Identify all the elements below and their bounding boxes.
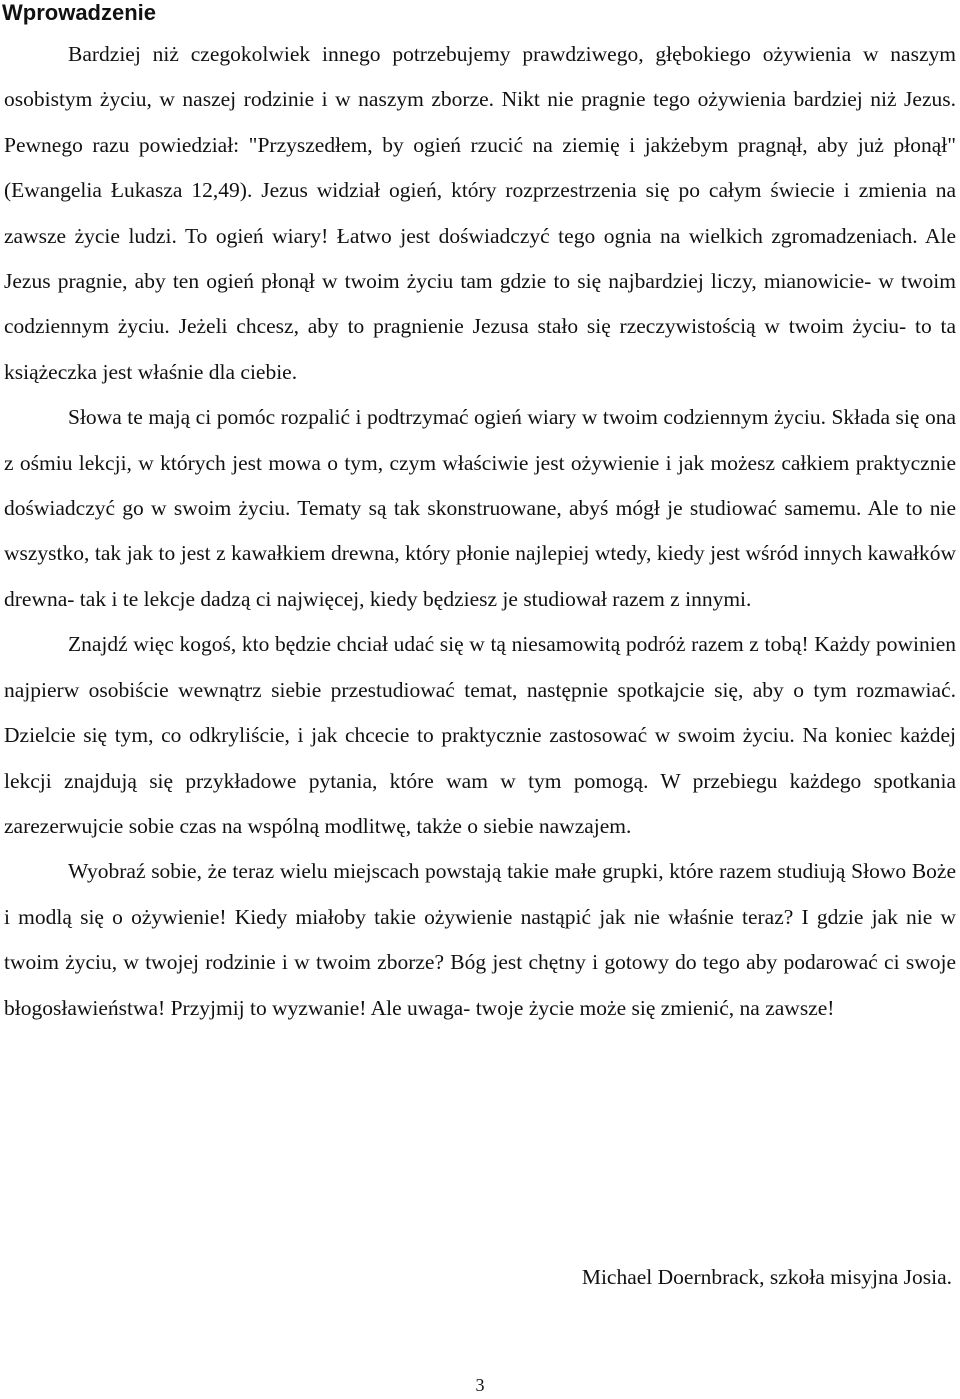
body-text bbox=[4, 32, 956, 1031]
paragraph-2: Słowa te mają ci pomóc rozpalić i podtrzymać ogień wiary w twoim codziennym życiu. Składa się ona z ośmiu lekcji, w których jest mowa o tym, czym właściwie jest ożywienie i jak możesz całkiem praktycznie doświadczyć go w swoim życiu. Tematy są tak skonstruowane, abyś mógł je studiować samemu. Ale to nie wszystko, tak jak to jest z kawałkiem drewna, który płonie najlepiej wtedy, kiedy jest wśród innych kawałków drewna- tak i te lekcje dadzą ci najwięcej, kiedy będziesz je studiował razem z innymi. bbox=[4, 405, 956, 611]
paragraph-1: Bardziej niż czegokolwiek innego potrzebujemy prawdziwego, głębokiego ożywienia w naszym osobistym życiu, w naszej rodzinie i w naszym zborze. Nikt nie pragnie tego ożywienia bardziej niż Jezus. Pewnego razu powiedział: "Przyszedłem, by ogień rzucić na ziemię i jakżebym pragnął, aby już płonął" (Ewangelia Łukasza 12,49). Jezus widział ogień, który rozprzestrzenia się po całym świecie i zmienia na zawsze życie ludzi. To ogień wiary! Łatwo jest doświadczyć tego ognia na wielkich zgromadzeniach. Ale Jezus pragnie, aby ten ogień płonął w twoim życiu tam gdzie to się najbardziej liczy, mianowicie- w twoim codziennym życiu. Jeżeli chcesz, aby to pragnienie Jezusa stało się rzeczywistością w twoim życiu- to ta książeczka jest właśnie dla ciebie. bbox=[4, 42, 956, 384]
section-heading: Wprowadzenie bbox=[2, 0, 157, 25]
author-signature: Michael Doernbrack, szkoła misyjna Josia. bbox=[581, 1265, 952, 1289]
paragraph-3: Znajdź więc kogoś, kto będzie chciał udać się w tą niesamowitą podróż razem z tobą! Każdy powinien najpierw osobiście wewnątrz siebie przestudiować temat, następnie spotkajcie się, aby o tym rozmawiać. Dzielcie się tym, co odkryliście, i jak chcecie to praktycznie zastosować w swoim życiu. Na koniec każdej lekcji znajdują się przykładowe pytania, które wam w tym pomogą. W przebiegu każdego spotkania zarezerwujcie sobie czas na wspólną modlitwę, także o siebie nawzajem. bbox=[4, 632, 956, 838]
paragraph-4: Wyobraź sobie, że teraz wielu miejscach powstają takie małe grupki, które razem studiują Słowo Boże i modlą się o ożywienie! Kiedy miałoby takie ożywienie nastąpić jak nie właśnie teraz? I gdzie jak nie w twoim życiu, w twojej rodzinie i w twoim zborze? Bóg jest chętny i gotowy do tego aby podarować ci swoje błogosławieństwa! Przyjmij to wyzwanie! Ale uwaga- twoje życie może się zmienić, na zawsze! bbox=[4, 859, 956, 1020]
page-number: 3 bbox=[475, 1375, 485, 1395]
